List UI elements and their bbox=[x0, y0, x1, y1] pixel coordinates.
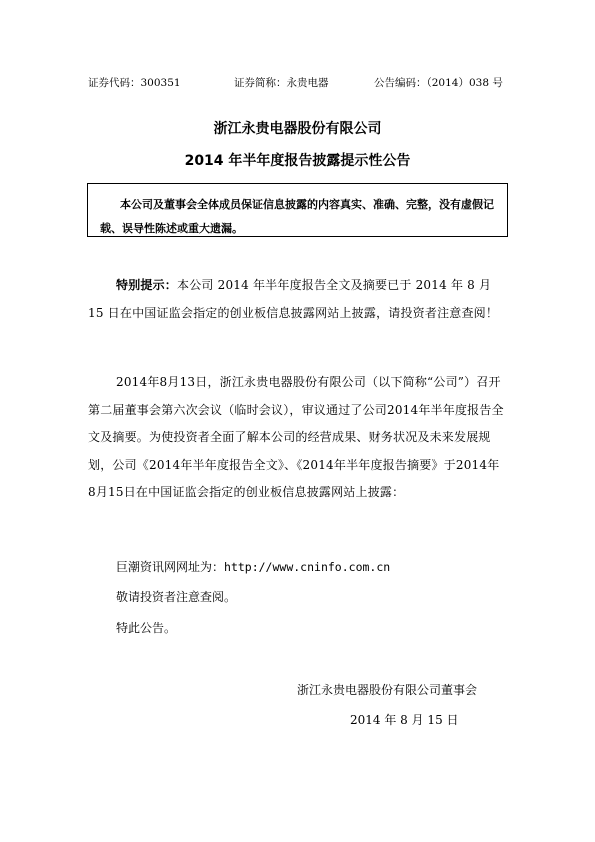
special-notice-paragraph bbox=[88, 272, 506, 327]
hereby-line: 特此公告。 bbox=[116, 621, 177, 635]
main-paragraph: 2014年8月13日，浙江永贵电器股份有限公司（以下简称“公司”）召开第二届董事会第六次会议（临时会议），审议通过了公司2014年半年度报告全文及摘要。为使投资者全面了解本公司的经营成果、财务状况及未来发展规划，公司《2014年半年度报告全文》、《2014年半年度报告摘要》于2014年8月15日在中国证监会指定的创业板信息披露网站上披露： bbox=[88, 375, 504, 499]
please-note-line: 敬请投资者注意查阅。 bbox=[116, 590, 237, 604]
website-url: http://www.cninfo.com.cn bbox=[224, 560, 391, 574]
signature-date: 2014 年 8 月 15 日 bbox=[350, 713, 459, 727]
special-notice-text: 本公司 2014 年半年度报告全文及摘要已于 2014 年 8 月 15 日在中国证监会指定的创业板信息披露网站上披露，请投资者注意查阅！ bbox=[88, 278, 499, 320]
stock-abbreviation: 证券简称：永贵电器 bbox=[234, 77, 329, 89]
company-title: 浙江永贵电器股份有限公司 bbox=[213, 121, 382, 137]
signature-company: 浙江永贵电器股份有限公司董事会 bbox=[297, 683, 478, 697]
disclaimer-box: 本公司及董事会全体成员保证信息披露的内容真实、准确、完整，没有虚假记载、误导性陈述或重大遗漏。 bbox=[87, 183, 508, 237]
special-notice-lead: 特别提示： bbox=[116, 278, 178, 292]
stock-code: 证券代码：300351 bbox=[88, 77, 181, 89]
website-label: 巨潮资讯网网址为： bbox=[116, 560, 225, 574]
announcement-title: 2014 年半年度报告披露提示性公告 bbox=[184, 153, 411, 169]
website-line bbox=[116, 558, 390, 575]
notice-number: 公告编码：（2014）038 号 bbox=[374, 77, 503, 89]
